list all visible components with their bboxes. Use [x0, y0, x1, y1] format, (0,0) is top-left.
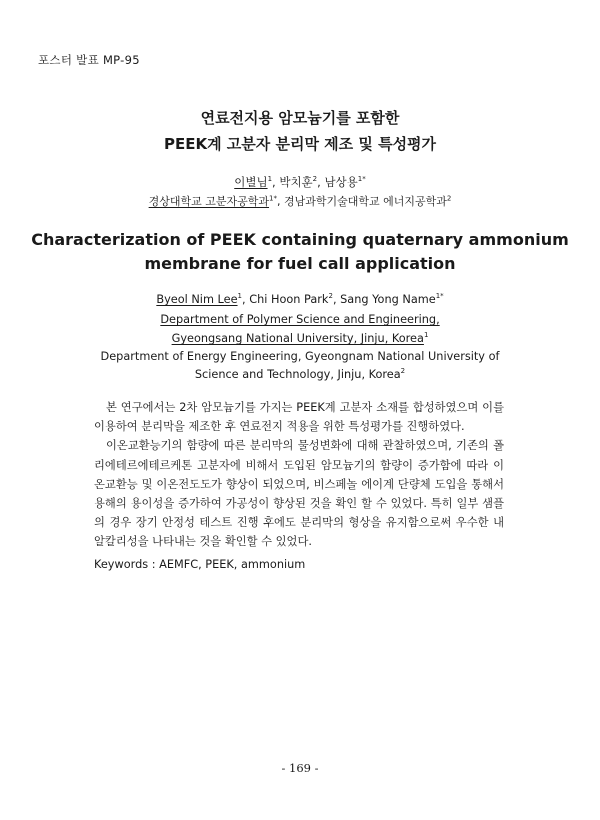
english-affiliation-line-1	[0, 313, 600, 326]
author-2-name-en: Chi Hoon Park	[249, 293, 329, 306]
author-3-name-en: Sang Yong Name	[340, 293, 436, 306]
affiliation-1-en-line-2: Gyeongsang National University, Jinju, Korea	[171, 332, 424, 345]
korean-title-line-2: PEEK계 고분자 분리막 제조 및 특성평가	[163, 135, 437, 153]
separator: ,	[242, 293, 250, 306]
korean-affiliations	[0, 193, 600, 209]
english-affiliation-line-4	[0, 368, 600, 381]
author-2-sup: 2	[312, 175, 318, 184]
korean-title-line-1: 연료전지용 암모늄기를 포함한	[200, 109, 400, 127]
korean-authors	[0, 174, 600, 190]
abstract-paragraph-1: 본 연구에서는 2차 암모늄기를 가지는 PEEK계 고분자 소재를 합성하였으며 이를 이용하여 분리막을 제조한 후 연료전지 적용을 위한 특성평가를 진행하였다.	[94, 401, 504, 434]
abstract	[94, 398, 504, 552]
author-1-sup: 1	[267, 175, 273, 184]
affiliation-1: 경상대학교 고분자공학과	[148, 195, 270, 208]
english-affiliation-line-3: Department of Energy Engineering, Gyeongnam National University of	[100, 350, 500, 363]
page-number: - 169 -	[281, 761, 319, 775]
affiliation-2-en-line-2: Science and Technology, Jinju, Korea	[194, 368, 401, 381]
author-3-sup: 1*	[357, 175, 366, 184]
separator: ,	[317, 175, 325, 189]
author-3-sup-en: 1*	[435, 292, 444, 301]
affiliation-1-en-sup: 1	[423, 331, 429, 340]
affiliation-2-en-sup: 2	[400, 367, 406, 376]
english-affiliation-line-2	[0, 332, 600, 345]
english-title-line-2: membrane for fuel call application	[144, 254, 456, 273]
affiliation-2: 경남과학기술대학교 에너지공학과	[284, 195, 447, 208]
keywords: Keywords : AEMFC, PEEK, ammonium	[94, 558, 306, 571]
author-3-name: 남상용	[324, 175, 358, 189]
affiliation-2-sup: 2	[446, 194, 452, 203]
abstract-paragraph-2: 이온교환능기의 함량에 따른 분리막의 물성변화에 대해 관찰하였으며, 기존의 폴리에테르에테르케톤 고분자에 비해서 도입된 암모늄기의 함량이 증가함에 따라 이온교환능 및 이온전도도가 향상이 되었으며, 비스페놀 에이계 단량체 도입을 통해서 용해의 용이성을 증가하여 가공성이 향상된 것을 확인 할 수 있었다. 특히 일부 샘플의 경우 장기 안정성 테스트 진행 후에도 분리막의 형상을 유지함으로써 우수한 내 알칼리성을 나타내는 것을 확인할 수 있었다.	[94, 439, 504, 549]
author-2-sup-en: 2	[328, 292, 333, 301]
affiliation-1-sup: 1*	[269, 194, 277, 203]
separator: ,	[277, 195, 284, 208]
author-2-name: 박치훈	[279, 175, 313, 189]
english-authors	[0, 293, 600, 306]
author-1-name-en: Byeol Nim Lee	[156, 293, 238, 306]
separator: ,	[272, 175, 280, 189]
english-title-line-1: Characterization of PEEK containing quaternary ammonium	[31, 230, 569, 249]
author-1-sup-en: 1	[237, 292, 243, 301]
affiliation-1-en-line-1: Department of Polymer Science and Engineering,	[160, 313, 440, 326]
session-label: 포스터 발표 MP-95	[38, 53, 140, 67]
author-1-name: 이별님	[234, 175, 268, 189]
separator: ,	[332, 293, 341, 306]
